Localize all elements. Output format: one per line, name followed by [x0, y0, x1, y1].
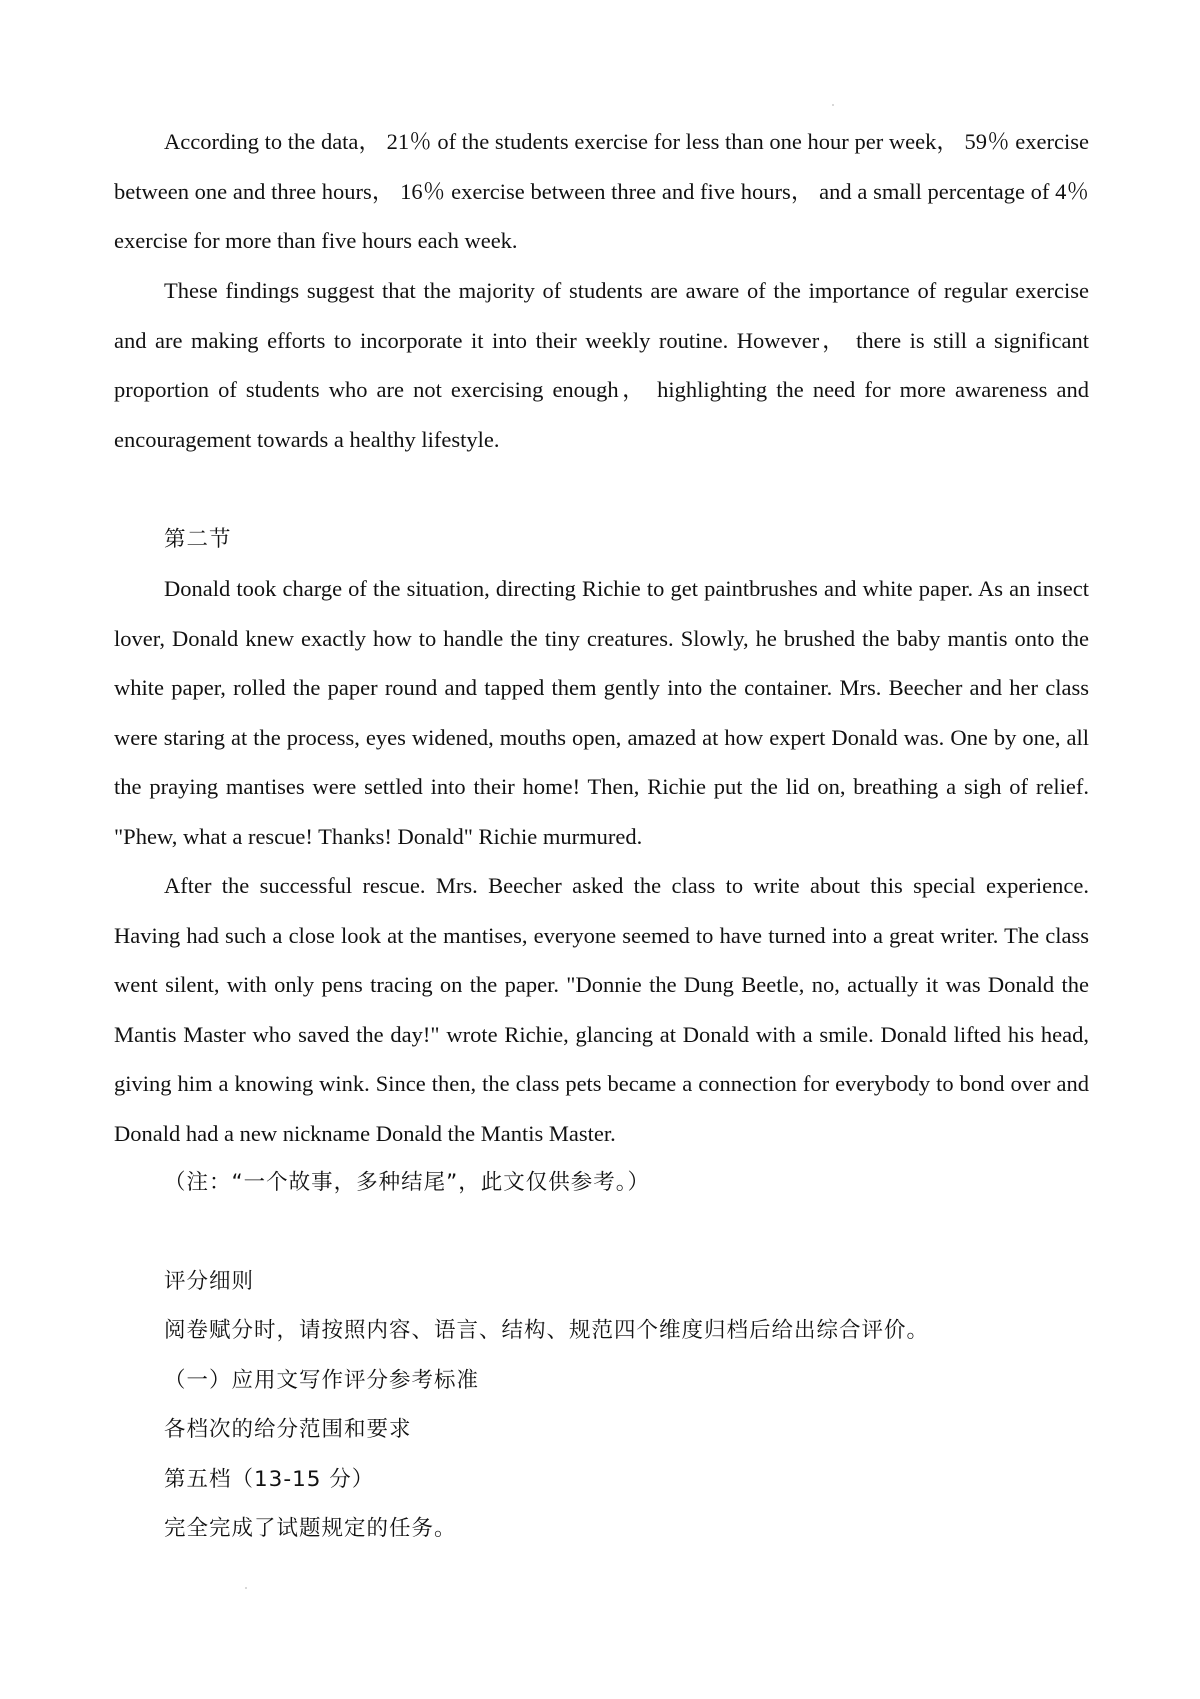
- scan-speck: [245, 1587, 247, 1589]
- scoring-tier-five: 第五档（13-15 分）: [164, 1467, 375, 1492]
- paragraph-findings: These findings suggest that the majority of students are aware of the importance of regular exercise and are making efforts to incorporate it into their weekly routine. However， there is still a significant proportion of students who are not exercising enough， highlighting the need for more awareness and encouragement towards a healthy lifestyle.: [114, 278, 1089, 452]
- section-heading: 第二节: [164, 527, 232, 552]
- paragraph-story-ending: After the successful rescue. Mrs. Beecher asked the class to write about this special experience. Having had such a close look at the mantises, everyone seemed to have turned into a great writer. The class went silent, with only pens tracing on the paper. "Donnie the Dung Beetle, no, actually it was Donald the Mantis Master who saved the day!" wrote Richie, glancing at Donald with a smile. Donald lifted his head, giving him a knowing wink. Since then, the class pets became a connection for everybody to bond over and Donald had a new nickname Donald the Mantis Master.: [114, 873, 1089, 1146]
- paragraph-story-rescue: Donald took charge of the situation, directing Richie to get paintbrushes and white paper. As an insect lover, Donald knew exactly how to handle the tiny creatures. Slowly, he brushed the baby mantis onto the white paper, rolled the paper round and tapped them gently into the container. Mrs. Beecher and her class were staring at the process, eyes widened, mouths open, amazed at how expert Donald was. One by one, all the praying mantises were settled into their home! Then, Richie put the lid on, breathing a sigh of relief. "Phew, what a rescue! Thanks! Donald" Richie murmured.: [114, 576, 1089, 849]
- reference-note: （注：“一个故事，多种结尾”，此文仅供参考。）: [164, 1170, 651, 1195]
- scoring-subsection: （一）应用文写作评分参考标准: [164, 1368, 480, 1393]
- scoring-tier-five-description: 完全完成了试题规定的任务。: [164, 1516, 457, 1541]
- scoring-heading: 评分细则: [164, 1269, 255, 1294]
- scan-speck: [832, 104, 834, 106]
- scoring-ranges: 各档次的给分范围和要求: [164, 1417, 412, 1442]
- paragraph-exercise-data: According to the data， 21％ of the students exercise for less than one hour per week， 59％ exercise between one and three hours， 16％ exercise between three and five hours， and a small percentage of 4％ exercise for more than five hours each week.: [114, 129, 1089, 253]
- scoring-instruction: 阅卷赋分时，请按照内容、语言、结构、规范四个维度归档后给出综合评价。: [164, 1318, 930, 1343]
